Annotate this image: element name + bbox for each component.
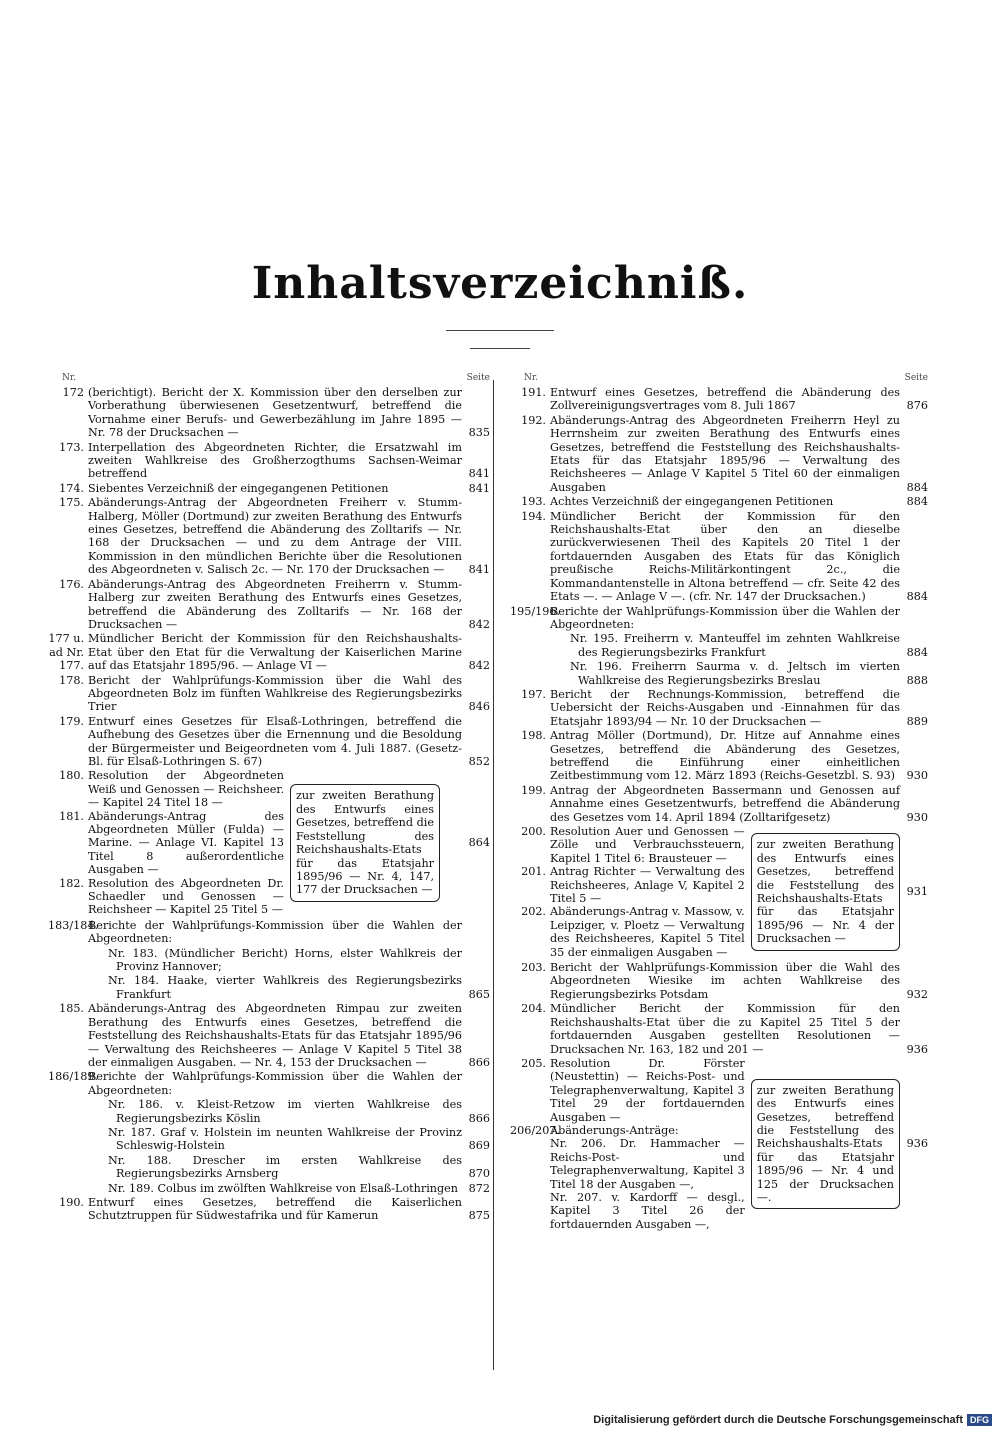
entry-text: Abänderungs-Antrag v. Massow, v. Leipziger, v. Ploetz — Verwaltung des Reichsheeres, Kapitel 5 Titel 35 der einmaligen Ausgaben — bbox=[550, 905, 745, 959]
column-divider bbox=[493, 380, 494, 1370]
brace-group bbox=[510, 1056, 928, 1231]
toc-entry bbox=[48, 810, 284, 877]
entry-text: Resolution Dr. Förster (Neustettin) — Reichs-Post- und Telegraphenverwaltung, Kapitel 3 Titel 29 der fortdauernden Ausgaben — bbox=[550, 1056, 745, 1124]
toc-entry bbox=[510, 825, 745, 865]
entry-page: 889 bbox=[906, 714, 928, 728]
entry-page: 932 bbox=[906, 987, 928, 1001]
toc-sub-entry bbox=[108, 1098, 490, 1125]
entry-number: 197. bbox=[521, 687, 546, 701]
entry-page: 875 bbox=[468, 1209, 490, 1223]
left-sub-entries-2 bbox=[48, 1098, 490, 1195]
entry-text: Bericht der Wahlprüfungs-Kommission über die Wahl des Abgeordneten Wiesike im achten Wahlkreise des Regierungsbezirks Potsdam bbox=[550, 961, 900, 1001]
entry-text: Entwurf eines Gesetzes für Elsaß-Lothringen, betreffend die Aufhebung des Gesetzes über die Ernennung und die Besoldung der Bürgermeister und Beigeordneten vom 4. Juli 1887. (Gesetz-Bl. für Elsaß-Lothringen S. 67) bbox=[88, 714, 462, 768]
nr-label: Nr. bbox=[524, 373, 539, 383]
entry-text: Berichte der Wahlprüfungs-Kommission über die Wahlen der Abgeordneten: bbox=[88, 1070, 462, 1097]
entry-text: Nr. 184. Haake, vierter Wahlkreis des Regierungsbezirks Frankfurt bbox=[108, 974, 462, 1001]
seite-label: Seite bbox=[466, 373, 490, 383]
entry-text: Bericht der Rechnungs-Kommission, betreffend die Uebersicht der Reichs-Ausgaben und -Einnahmen für das Etatsjahr 1893/94 — Nr. 10 der Drucksachen — bbox=[550, 687, 900, 728]
entry-number: 180. bbox=[59, 769, 84, 783]
entry-page: 884 bbox=[906, 645, 928, 659]
entry-text: Resolution Auer und Genossen — Zölle und Verbrauchssteuern, Kapitel 1 Titel 6: Brausteuer — bbox=[550, 825, 745, 865]
entry-page: 931 bbox=[906, 885, 928, 898]
seite-label: Seite bbox=[904, 373, 928, 383]
entry-page: 884 bbox=[906, 480, 928, 494]
footer-credit bbox=[593, 1414, 992, 1426]
entry-text: Mündlicher Bericht der Kommission für den Reichshaushalts-Etat über den an dieselbe zurückverwiesenen Theil des Kapitels 20 Titel 1 der fortdauernden Ausgaben des Etats für das Königlich preußische Reichs-Militärkontingent 2c., die Kommandantenstelle in Altona betreffend — cfr. Seite 42 des Etats —. — Anlage V —. (cfr. Nr. 147 der Drucksachen.) bbox=[550, 509, 900, 604]
entry-text: Nr. 186. v. Kleist-Retzow im vierten Wahlkreise des Regierungsbezirks Köslin bbox=[108, 1098, 462, 1125]
right-entries-3 bbox=[510, 961, 928, 1056]
page-title: Inhaltsverzeichniß. bbox=[251, 258, 749, 309]
title-rule-short bbox=[470, 348, 530, 349]
entry-text: Antrag Richter — Verwaltung des Reichsheeres, Anlage V, Kapitel 2 Titel 5 — bbox=[550, 865, 745, 906]
toc-entry bbox=[510, 1002, 928, 1056]
toc-entry bbox=[48, 769, 284, 809]
entry-number: 194. bbox=[521, 509, 546, 523]
entry-text: Nr. 196. Freiherrn Saurma v. d. Jeltsch im vierten Wahlkreise des Regierungsbezirks Breslau bbox=[570, 660, 900, 687]
toc-entry bbox=[48, 673, 490, 714]
entry-page: 930 bbox=[906, 769, 928, 783]
entry-text: Entwurf eines Gesetzes, betreffend die Abänderung des Zollvereinigungsvertrages vom 8. Juli 1867 bbox=[550, 386, 900, 413]
entry-page: 842 bbox=[468, 659, 490, 673]
toc-entry bbox=[510, 1124, 745, 1137]
toc-entry bbox=[510, 1057, 745, 1124]
toc-entry bbox=[510, 386, 928, 413]
entry-number: 177 u. ad Nr. 177. bbox=[48, 632, 84, 673]
entry-page: 841 bbox=[468, 481, 490, 495]
brace-group-items bbox=[510, 825, 745, 959]
entry-page: 872 bbox=[468, 1181, 490, 1195]
entry-page: 842 bbox=[468, 617, 490, 631]
toc-sub-entry bbox=[570, 660, 928, 687]
entry-text: Achtes Verzeichniß der eingegangenen Petitionen bbox=[550, 495, 834, 509]
entry-number: 172 bbox=[62, 386, 84, 399]
toc-entry bbox=[510, 865, 745, 905]
entry-page: 870 bbox=[468, 1167, 490, 1181]
entry-text: Bericht der Wahlprüfungs-Kommission über die Wahl des Abgeordneten Bolz im fünften Wahlkreise des Regierungsbezirks Trier bbox=[88, 673, 462, 714]
toc-entry bbox=[48, 386, 490, 440]
entry-number: 182. bbox=[59, 876, 84, 890]
entry-text: Nr. 187. Graf v. Holstein im neunten Wahlkreise der Provinz Schleswig-Holstein bbox=[108, 1125, 462, 1153]
toc-sub-entry bbox=[108, 1181, 490, 1195]
toc-entry bbox=[510, 1191, 745, 1231]
left-entries-2 bbox=[48, 919, 462, 946]
entry-text: Abänderungs-Antrag des Abgeordneten Rimpau zur zweiten Berathung des Entwurfs eines Gesetzes, betreffend die Feststellung des Reichshaushalts-Etats für das Etatsjahr 1895/96 — Verwaltung des Reichsheeres — Anlage V Kapitel 5 Titel 38 der einmaligen Ausgaben. — Nr. 4, 153 der Drucksachen — bbox=[88, 1002, 462, 1069]
toc-sub-entry bbox=[108, 1153, 490, 1181]
brace-note: zur zweiten Berathung des Entwurfs eines Gesetzes, betreffend die Feststellung des Reichshaushalts-Etats für das Etatsjahr 1895/96 — Nr. 4 der Drucksachen — bbox=[751, 833, 900, 950]
entry-page: 888 bbox=[906, 673, 928, 687]
entry-number: 204. bbox=[521, 1002, 546, 1016]
right-column-header bbox=[510, 372, 928, 386]
toc-entry bbox=[510, 605, 900, 632]
entry-text: Abänderungs-Anträge: bbox=[550, 1123, 679, 1137]
entry-number: 191. bbox=[521, 386, 546, 399]
entry-text: Antrag Möller (Dortmund), Dr. Hitze auf Annahme eines Gesetzes, betreffend die Abänderung des Gesetzes, betreffend die Einführung einer einheitlichen Zeitbestimmung vom 12. März 1893 (Reichs-Gesetzbl. S. 93) bbox=[550, 729, 900, 783]
entry-page: 864 bbox=[468, 835, 490, 849]
entry-number: 206/207. bbox=[510, 1123, 561, 1137]
toc-entry bbox=[510, 509, 928, 604]
entry-number: 193. bbox=[521, 495, 546, 509]
toc-sub-entry bbox=[108, 1125, 490, 1153]
entry-page: 876 bbox=[906, 399, 928, 413]
right-entries bbox=[510, 386, 928, 631]
dfg-logo: DFG bbox=[967, 1414, 992, 1426]
toc-entry bbox=[48, 714, 490, 769]
toc-entry bbox=[48, 496, 490, 577]
entry-text: Resolution des Abgeordneten Dr. Schaedler und Genossen — Reichsheer — Kapitel 25 Titel 5 — bbox=[88, 876, 284, 917]
entry-page: 865 bbox=[468, 987, 490, 1001]
left-column bbox=[48, 372, 490, 1224]
entry-text: (berichtigt). Bericht der X. Kommission über den derselben zur Vorberathung überwiesenen Gesetzentwurf, betreffend die Vornahme einer Berufs- und Gewerbezählung im Jahre 1895 — Nr. 78 der Drucksachen — bbox=[88, 386, 462, 440]
entry-number: 181. bbox=[59, 809, 84, 823]
entry-page: 930 bbox=[906, 810, 928, 824]
entry-text: Abänderungs-Antrag des Abgeordneten Freiherrn Heyl zu Herrnsheim zur zweiten Berathung des Entwurfs eines Gesetzes, betreffend die Feststellung des Reichshaushalts-Etats für das Etatsjahr 1895/96 — Verwaltung des Reichsheeres — Anlage V Kapitel 5 Titel 60 der einmaligen Ausgaben bbox=[550, 413, 900, 494]
right-entries-2 bbox=[510, 687, 928, 824]
left-sub-entries bbox=[48, 946, 490, 1002]
entry-text: Interpellation des Abgeordneten Richter, die Ersatzwahl im zweiten Wahlkreise des Großherzogthums Sachsen-Weimar betreffend bbox=[88, 440, 462, 481]
toc-entry bbox=[510, 1137, 745, 1191]
entry-text: Resolution der Abgeordneten Weiß und Genossen — Reichsheer. — Kapitel 24 Titel 18 — bbox=[88, 769, 285, 810]
entry-page: 852 bbox=[468, 754, 490, 768]
entry-number: 176. bbox=[59, 577, 84, 591]
brace-note: zur zweiten Berathung des Entwurfs eines Gesetzes, betreffend die Feststellung des Reichshaushalts-Etats für das Etatsjahr 1895/96 — Nr. 4 und 125 der Drucksachen —. bbox=[751, 1079, 900, 1210]
entry-text: Nr. 206. Dr. Hammacher — Reichs-Post- und Telegraphenverwaltung, Kapitel 3 Titel 18 der Ausgaben —, bbox=[550, 1137, 745, 1191]
entry-text: Abänderungs-Antrag der Abgeordneten Freiherr v. Stumm-Halberg, Möller (Dortmund) zur zweiten Berathung des Entwurfs eines Gesetzes, betreffend die Abänderung des Zolltarifs — Nr. 168 der Drucksachen — und zu dem Antrage der VIII. Kommission in den mündlichen Berichte über die Resolutionen des Abgeordneten v. Salisch 2c. — Nr. 170 der Drucksachen — bbox=[88, 496, 462, 577]
entry-number: 205. bbox=[521, 1056, 546, 1070]
entry-number: 198. bbox=[521, 729, 546, 743]
entry-text: Berichte der Wahlprüfungs-Kommission über die Wahlen der Abgeordneten: bbox=[550, 604, 900, 631]
entry-text: Antrag der Abgeordneten Bassermann und Genossen auf Annahme eines Gesetzentwurfs, betreffend die Abänderung des Gesetzes vom 14. April 1894 (Zolltarifgesetz) bbox=[550, 783, 900, 824]
entry-number: 202. bbox=[521, 905, 546, 919]
toc-entry bbox=[48, 1195, 490, 1223]
right-column bbox=[510, 372, 928, 1233]
entry-number: 175. bbox=[59, 496, 84, 510]
toc-entry bbox=[510, 729, 928, 783]
entry-number: 192. bbox=[521, 413, 546, 427]
entry-text: Mündlicher Bericht der Kommission für den Reichshaushalts-Etat über den Etat für die Verwaltung der Kaiserlichen Marine auf das Etatsjahr 1895/96. — Anlage VI — bbox=[88, 632, 462, 673]
entry-page: 884 bbox=[906, 590, 928, 604]
entry-page: 936 bbox=[906, 1042, 928, 1056]
entry-text: Nr. 195. Freiherrn v. Manteuffel im zehnten Wahlkreise des Regierungsbezirks Frankfurt bbox=[570, 632, 900, 659]
title-rule bbox=[446, 330, 554, 331]
toc-entry bbox=[48, 877, 284, 917]
entry-number: 201. bbox=[521, 865, 546, 879]
entry-page: 884 bbox=[906, 495, 928, 509]
entry-text: Abänderungs-Antrag des Abgeordneten Freiherrn v. Stumm-Halberg zur zweiten Berathung des Entwurfs eines Gesetzes, betreffend die Abänderung des Zolltarifs — Nr. 168 der Drucksachen — bbox=[88, 577, 462, 631]
entry-page: 869 bbox=[468, 1139, 490, 1153]
brace-group bbox=[510, 825, 928, 959]
brace-note: zur zweiten Berathung des Entwurfs eines Gesetzes, betreffend die Feststellung des Reichshaushalts-Etats für das Etatsjahr 1895/96 — Nr. 4, 147, 177 der Drucksachen — bbox=[290, 784, 440, 901]
entry-number: 173. bbox=[59, 440, 84, 454]
right-brace-group-2 bbox=[510, 1056, 928, 1231]
entry-page: 841 bbox=[468, 467, 490, 481]
right-brace-group bbox=[510, 825, 928, 959]
entry-number: 183/184. bbox=[48, 918, 99, 932]
left-entries-4 bbox=[48, 1195, 490, 1223]
entry-text: Nr. 183. (Mündlicher Bericht) Horns, elster Wahlkreis der Provinz Hannover; bbox=[108, 946, 462, 974]
entry-number: 203. bbox=[521, 961, 546, 975]
entry-number: 185. bbox=[59, 1002, 84, 1016]
toc-entry bbox=[48, 577, 490, 632]
entry-text: Siebentes Verzeichniß der eingegangenen Petitionen bbox=[88, 481, 389, 495]
toc-entry bbox=[48, 919, 462, 946]
entry-page: 866 bbox=[468, 1111, 490, 1125]
toc-entry bbox=[48, 632, 490, 673]
entry-text: Nr. 188. Drescher im ersten Wahlkreise des Regierungsbezirks Arnsberg bbox=[108, 1153, 462, 1181]
toc-entry bbox=[510, 783, 928, 824]
toc-sub-entry bbox=[570, 632, 928, 659]
toc-entry bbox=[510, 905, 745, 959]
entry-number: 174. bbox=[59, 481, 84, 495]
left-column-header bbox=[48, 372, 490, 386]
toc-sub-entry bbox=[108, 974, 490, 1001]
toc-sub-entry bbox=[108, 947, 462, 974]
toc-entry bbox=[48, 440, 490, 481]
nr-label: Nr. bbox=[62, 373, 77, 383]
entry-page: 936 bbox=[906, 1136, 928, 1150]
entry-number: 199. bbox=[521, 783, 546, 797]
toc-entry bbox=[48, 1002, 490, 1069]
entry-text: Mündlicher Bericht der Kommission für den Reichshaushalts-Etat über die zu Kapitel 25 Titel 5 der fortdauernden Ausgaben gestellten Resolutionen — Drucksachen Nr. 163, 182 und 201 — bbox=[550, 1002, 900, 1056]
entry-number: 186/189. bbox=[48, 1070, 99, 1084]
entry-page: 866 bbox=[468, 1055, 490, 1069]
footer-text: Digitalisierung gefördert durch die Deutsche Forschungsgemeinschaft bbox=[593, 1414, 963, 1426]
toc-entry bbox=[510, 687, 928, 728]
entry-number: 178. bbox=[59, 673, 84, 687]
entry-text: Entwurf eines Gesetzes, betreffend die Kaiserlichen Schutztruppen für Südwestafrika und für Kamerun bbox=[88, 1195, 462, 1223]
right-sub-entries bbox=[510, 632, 928, 687]
brace-group-items bbox=[48, 769, 284, 916]
entry-page: 835 bbox=[468, 426, 490, 440]
toc-entry bbox=[510, 961, 928, 1001]
left-brace-group bbox=[48, 769, 490, 917]
toc-entry bbox=[48, 1070, 462, 1097]
entry-text: Berichte der Wahlprüfungs-Kommission über die Wahlen der Abgeordneten: bbox=[88, 918, 462, 946]
entry-page: 846 bbox=[468, 700, 490, 714]
brace-group bbox=[48, 769, 490, 917]
entry-text: Nr. 207. v. Kardorff — desgl., Kapitel 3 Titel 26 der fortdauernden Ausgaben —, bbox=[550, 1190, 745, 1231]
entry-number: 195/196. bbox=[510, 604, 561, 618]
entry-text: Nr. 189. Colbus im zwölften Wahlkreise von Elsaß-Lothringen bbox=[108, 1181, 459, 1195]
toc-entry bbox=[510, 413, 928, 494]
left-entries-3 bbox=[48, 1002, 490, 1097]
entry-text: Abänderungs-Antrag des Abgeordneten Müller (Fulda) — Marine. — Anlage VI. Kapitel 13 Titel 8 außerordentliche Ausgaben — bbox=[88, 809, 284, 877]
entry-number: 200. bbox=[521, 825, 546, 838]
entry-number: 190. bbox=[59, 1195, 84, 1209]
toc-entry bbox=[510, 495, 928, 509]
brace-group-items bbox=[510, 1057, 745, 1231]
entry-page: 841 bbox=[468, 563, 490, 577]
left-entries bbox=[48, 386, 490, 768]
entry-number: 179. bbox=[59, 714, 84, 728]
toc-entry bbox=[48, 481, 490, 495]
